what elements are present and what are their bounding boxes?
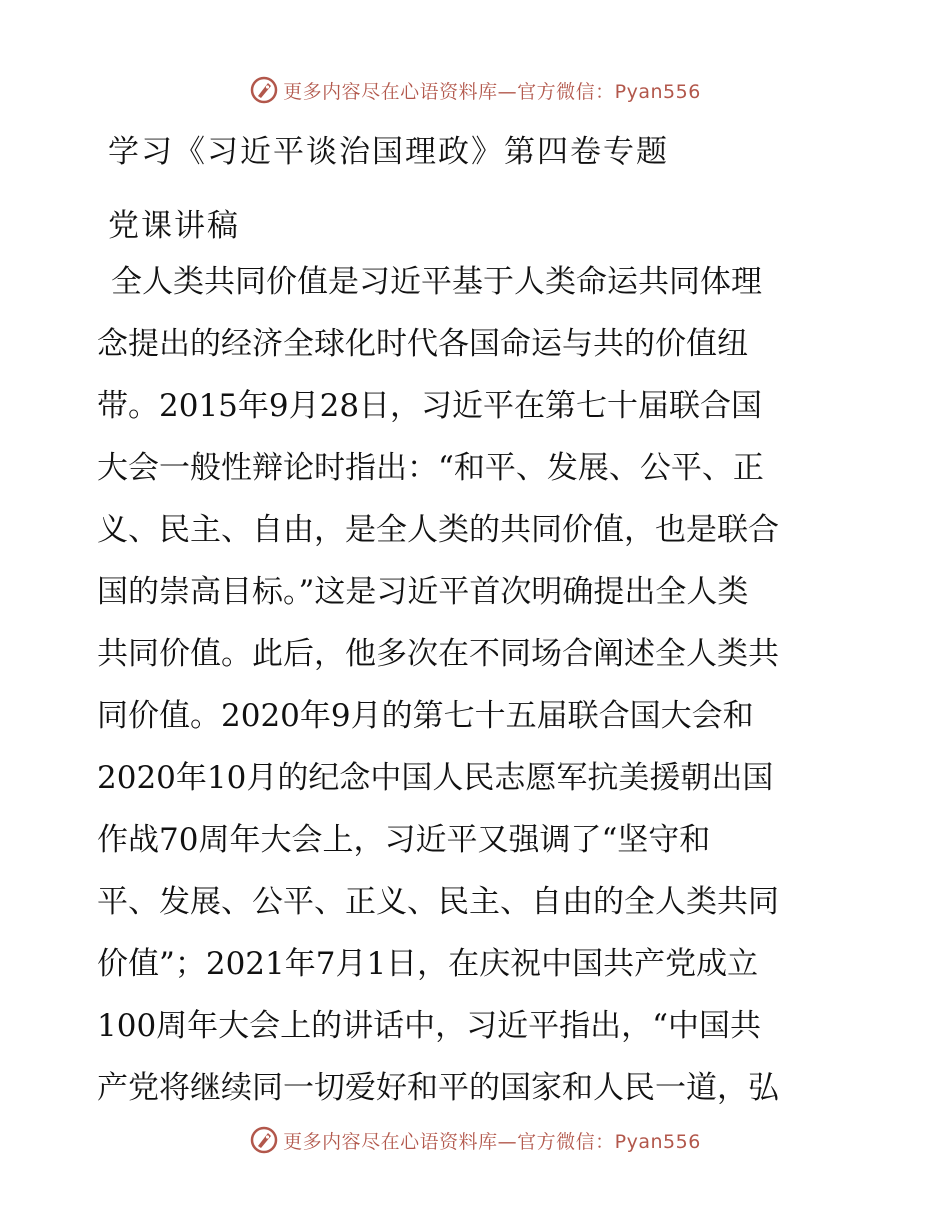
body-line: 大会一般性辩论时指出：“和平、发展、公平、正: [97, 450, 764, 486]
pen-nib-circle-icon: [249, 75, 279, 105]
body-line: 价值”；2021年7月1日，在庆祝中国共产党成立: [97, 946, 759, 982]
body-line: 带。2015年9月28日，习近平在第七十届联合国: [97, 388, 763, 424]
footer-banner: [0, 1120, 950, 1160]
body-line: 共同价值。此后，他多次在不同场合阐述全人类共: [97, 636, 779, 672]
body-line: 同价值。2020年9月的第七十五届联合国大会和: [97, 698, 754, 734]
pen-nib-circle-icon: [249, 1125, 279, 1155]
document-title: 学习《习近平谈治国理政》第四卷专题: [108, 134, 669, 170]
body-line: 产党将继续同一切爱好和平的国家和人民一道，弘: [97, 1070, 779, 1106]
body-line: 2020年10月的纪念中国人民志愿军抗美援朝出国: [97, 760, 774, 796]
body-line: 平、发展、公平、正义、民主、自由的全人类共同: [97, 884, 779, 920]
body-line: 全人类共同价值是习近平基于人类命运共同体理: [111, 264, 762, 300]
body-line: 国的崇高目标。”这是习近平首次明确提出全人类: [97, 574, 749, 610]
body-line: 念提出的经济全球化时代各国命运与共的价值纽: [97, 326, 748, 362]
body-line: 作战70周年大会上，习近平又强调了“坚守和: [97, 822, 711, 858]
banner-text: 更多内容尽在心语资料库—官方微信：Pyan556: [283, 1130, 701, 1153]
banner-text: 更多内容尽在心语资料库—官方微信：Pyan556: [283, 80, 701, 103]
document-subtitle: 党课讲稿: [108, 208, 240, 244]
body-line: 100周年大会上的讲话中，习近平指出，“中国共: [97, 1008, 762, 1044]
body-line: 义、民主、自由，是全人类的共同价值，也是联合: [97, 512, 779, 548]
header-banner: [0, 70, 950, 110]
